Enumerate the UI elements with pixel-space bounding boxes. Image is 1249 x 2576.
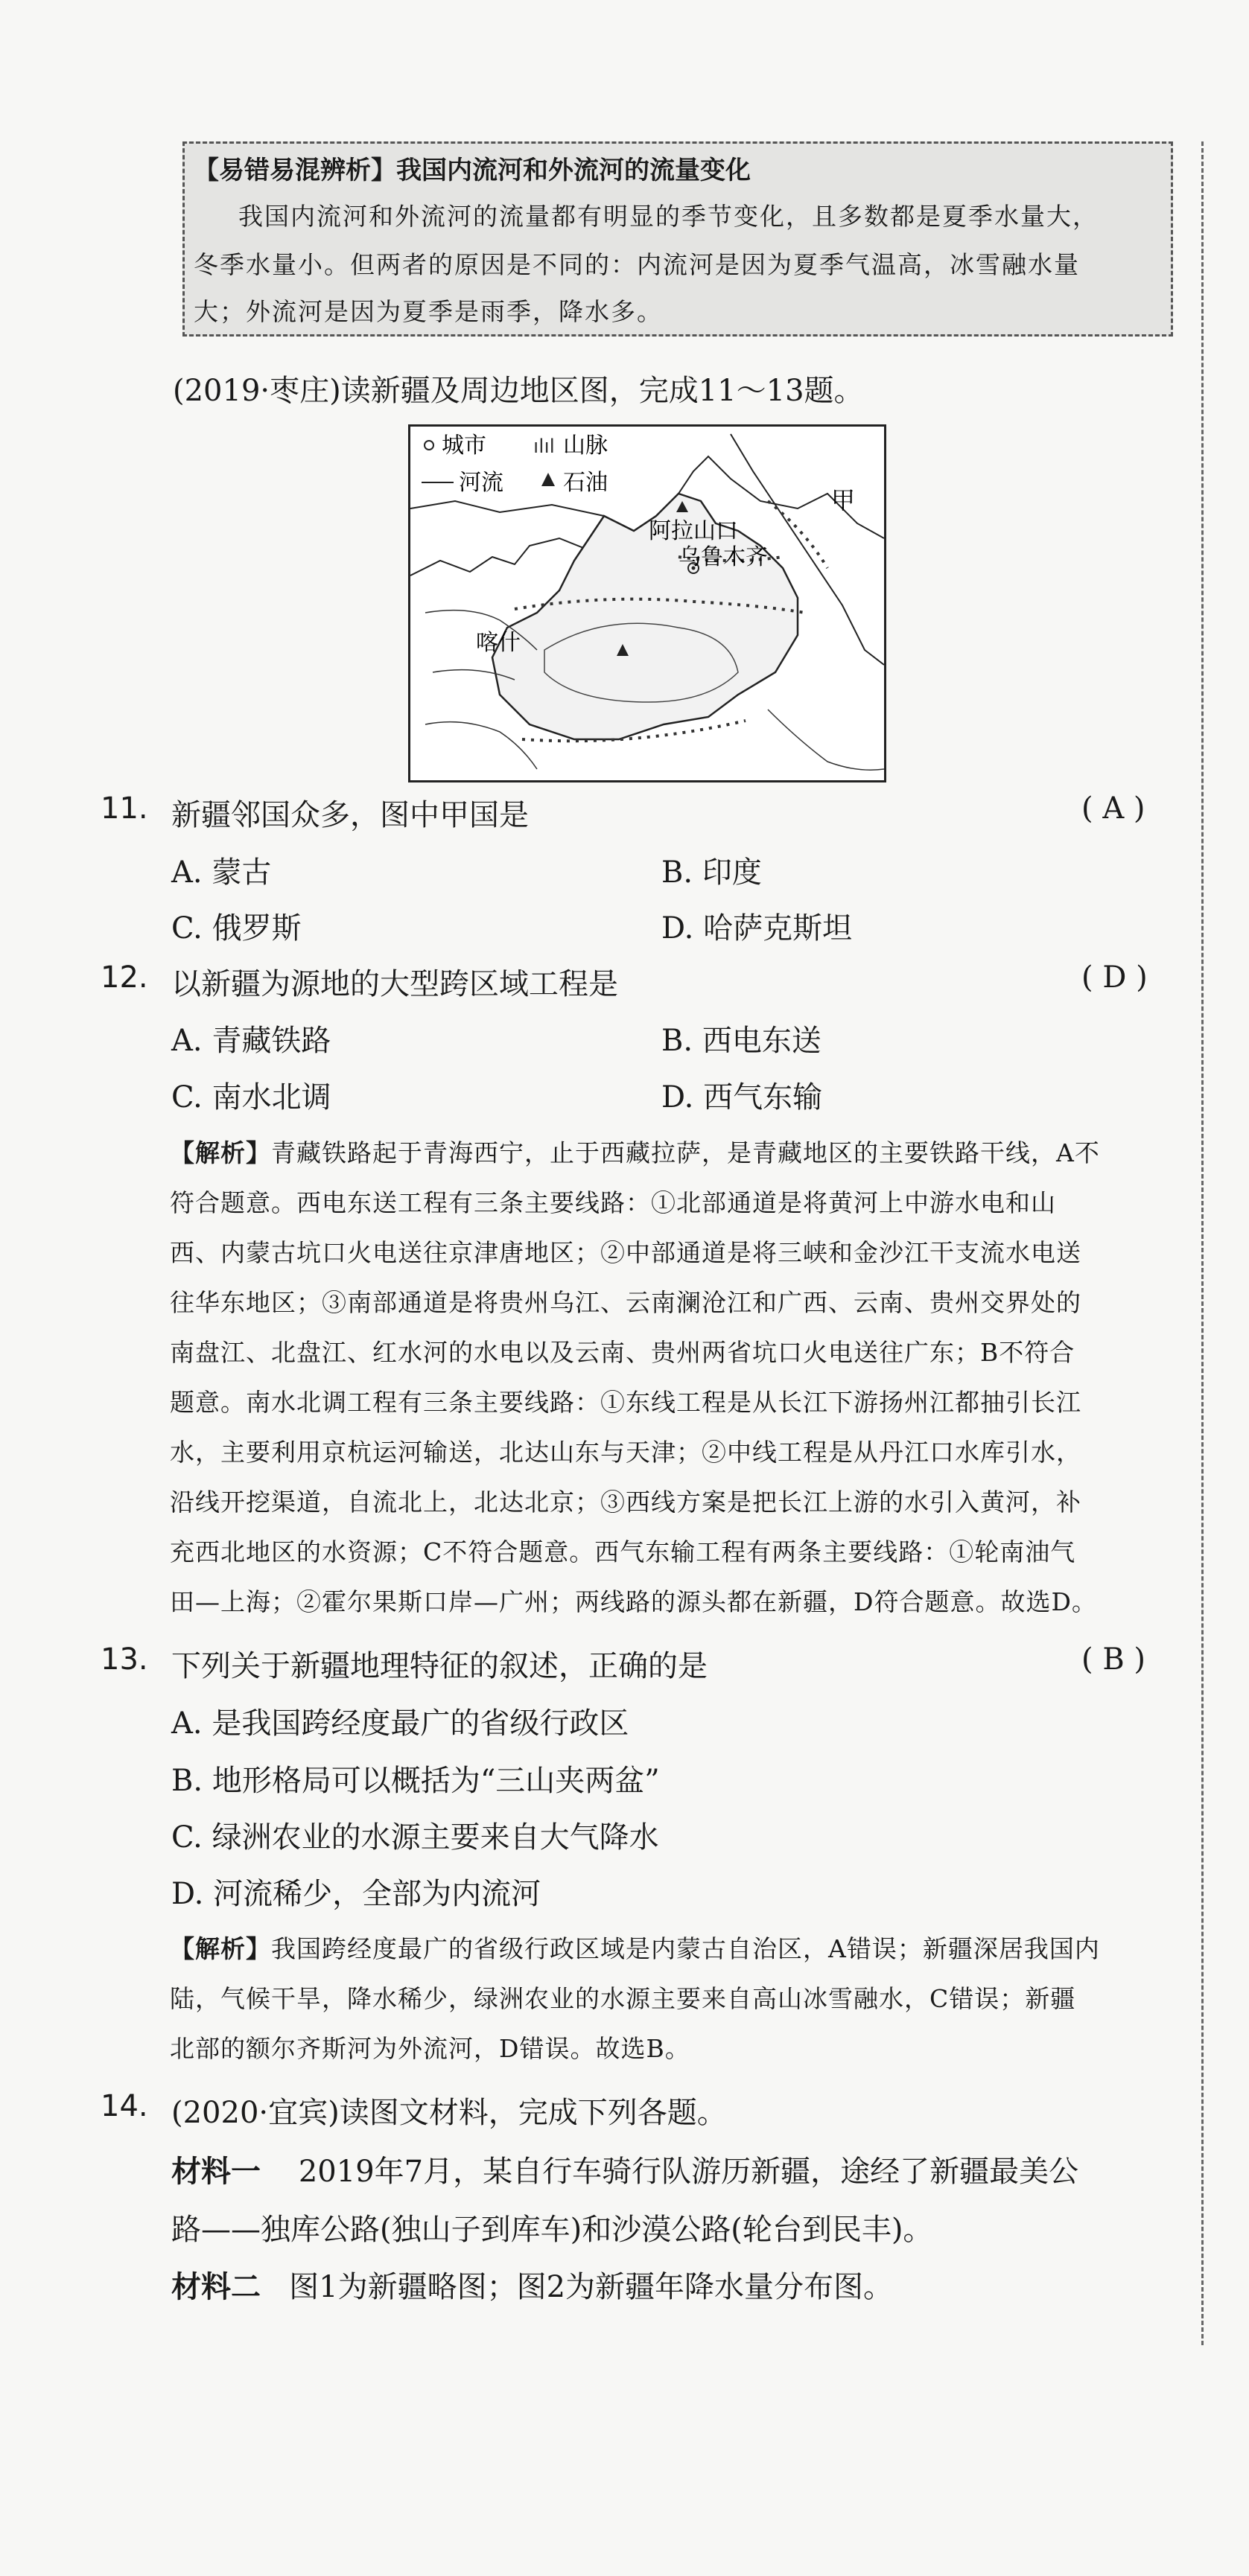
q11-option-b: B. 印度 <box>661 855 762 890</box>
q13-option-b: B. 地形格局可以概括为“三山夹两盆” <box>171 1764 660 1798</box>
legend-mountain: 山脉 <box>563 433 608 459</box>
q13-answer: ( B ) <box>1081 1642 1146 1677</box>
label-jia: 甲 <box>831 486 856 514</box>
q14-material-2-label: 材料二 <box>171 2270 261 2304</box>
q13-explanation-line: 陆，气候干旱，降水稀少，绿洲农业的水源主要来自高山冰雪融水，C错误；新疆 <box>170 1984 1076 2013</box>
label-urumqi: 乌鲁木齐 <box>678 544 768 570</box>
q11-option-c: C. 俄罗斯 <box>171 911 302 946</box>
q12-answer: ( D ) <box>1081 960 1148 995</box>
q12-explanation-line: 西、内蒙古坑口火电送往京津唐地区；②中部通道是将三峡和金沙江干支流水电送 <box>170 1238 1081 1267</box>
margin-dashed-line <box>1201 141 1204 2345</box>
q13-option-d: D. 河流稀少，全部为内流河 <box>171 1877 541 1911</box>
q12-explanation-line: 南盘江、北盘江、红水河的水电以及云南、贵州两省坑口火电送往广东；B不符合 <box>170 1338 1075 1367</box>
q14-material-1-line: 材料一 2019年7月，某自行车骑行队游历新疆，途经了新疆最美公 <box>171 2155 1079 2189</box>
legend-oil: 石油 <box>563 470 608 496</box>
xinjiang-map <box>408 424 886 782</box>
tip-line: 大；外流河是因为夏季是雨季，降水多。 <box>194 297 663 326</box>
q13-option-c: C. 绿洲农业的水源主要来自大气降水 <box>171 1820 659 1855</box>
q13-number: 13. <box>101 1642 148 1677</box>
q12-text: 以新疆为源地的大型跨区域工程是 <box>171 967 618 1001</box>
q11-number: 11. <box>101 791 148 826</box>
q13-text: 下列关于新疆地理特征的叙述，正确的是 <box>171 1649 708 1683</box>
q14-text: (2020·宜宾)读图文材料，完成下列各题。 <box>171 2096 727 2130</box>
q12-explanation-line: 沿线开挖渠道，自流北上，北达北京；③西线方案是把长江上游的水引入黄河，补 <box>170 1488 1081 1517</box>
mountain-legend-icon: ılıl <box>533 436 555 458</box>
q12-explanation-line: 题意。南水北调工程有三条主要线路：①东线工程是从长江下游扬州江都抽引长江 <box>170 1388 1081 1417</box>
q11-text: 新疆邻国众多，图中甲国是 <box>171 798 529 832</box>
q11-option-a: A. 蒙古 <box>171 855 272 890</box>
tip-title: 【易错易混辨析】我国内流河和外流河的流量变化 <box>194 156 751 185</box>
section-intro: (2019·枣庄)读新疆及周边地区图，完成11～13题。 <box>173 374 864 408</box>
q12-explanation-line: 往华东地区；③南部通道是将贵州乌江、云南澜沧江和广西、云南、贵州交界处的 <box>170 1288 1081 1317</box>
q12-number: 12. <box>101 960 148 995</box>
oil-legend-icon <box>541 473 555 486</box>
q12-explanation-line: 符合题意。西电东送工程有三条主要线路：①北部通道是将黄河上中游水电和山 <box>170 1188 1056 1217</box>
tip-line: 冬季水量小。但两者的原因是不同的：内流河是因为夏季气温高，冰雪融水量 <box>194 250 1080 279</box>
legend-city: 城市 <box>442 433 486 459</box>
label-kashgar: 喀什 <box>476 630 521 656</box>
q12-explanation-label: 【解析】 <box>170 1138 271 1167</box>
q14-material-1-label: 材料一 <box>171 2155 261 2189</box>
tip-box <box>182 141 1173 337</box>
q11-answer: ( A ) <box>1081 791 1145 826</box>
q13-explanation-line: 北部的额尔齐斯河为外流河，D错误。故选B。 <box>170 2034 690 2063</box>
q14-material-1-line: 路——独库公路(独山子到库车)和沙漠公路(轮台到民丰)。 <box>171 2213 933 2247</box>
q12-explanation-line: 田—上海；②霍尔果斯口岸—广州；两线路的源头都在新疆，D符合题意。故选D。 <box>170 1587 1097 1616</box>
q12-option-a: A. 青藏铁路 <box>171 1024 331 1058</box>
q12-option-c: C. 南水北调 <box>171 1080 331 1115</box>
city-legend-icon <box>425 441 433 450</box>
q13-option-a: A. 是我国跨经度最广的省级行政区 <box>171 1706 629 1741</box>
q14-material-2-line: 材料二 图1为新疆略图；图2为新疆年降水量分布图。 <box>171 2270 894 2304</box>
map-drawing <box>410 427 884 780</box>
legend-river: 河流 <box>459 470 503 496</box>
q13-explanation-line: 【解析】我国跨经度最广的省级行政区域是内蒙古自治区，A错误；新疆深居我国内 <box>170 1934 1100 1963</box>
tip-line: 我国内流河和外流河的流量都有明显的季节变化，且多数都是夏季水量大， <box>238 202 1099 231</box>
q14-number: 14. <box>101 2089 148 2123</box>
q12-option-d: D. 西气东输 <box>661 1080 823 1115</box>
q12-explanation-line: 充西北地区的水资源；C不符合题意。西气东输工程有两条主要线路：①轮南油气 <box>170 1537 1076 1566</box>
q13-explanation-label: 【解析】 <box>170 1934 271 1963</box>
q11-option-d: D. 哈萨克斯坦 <box>661 911 853 946</box>
label-alashankou: 阿拉山口 <box>649 518 738 544</box>
q12-option-b: B. 西电东送 <box>661 1024 821 1058</box>
q12-explanation-line: 【解析】青藏铁路起于青海西宁，止于西藏拉萨，是青藏地区的主要铁路干线，A不 <box>170 1138 1100 1167</box>
q12-explanation-line: 水，主要利用京杭运河输送，北达山东与天津；②中线工程是从丹江口水库引水， <box>170 1438 1081 1467</box>
